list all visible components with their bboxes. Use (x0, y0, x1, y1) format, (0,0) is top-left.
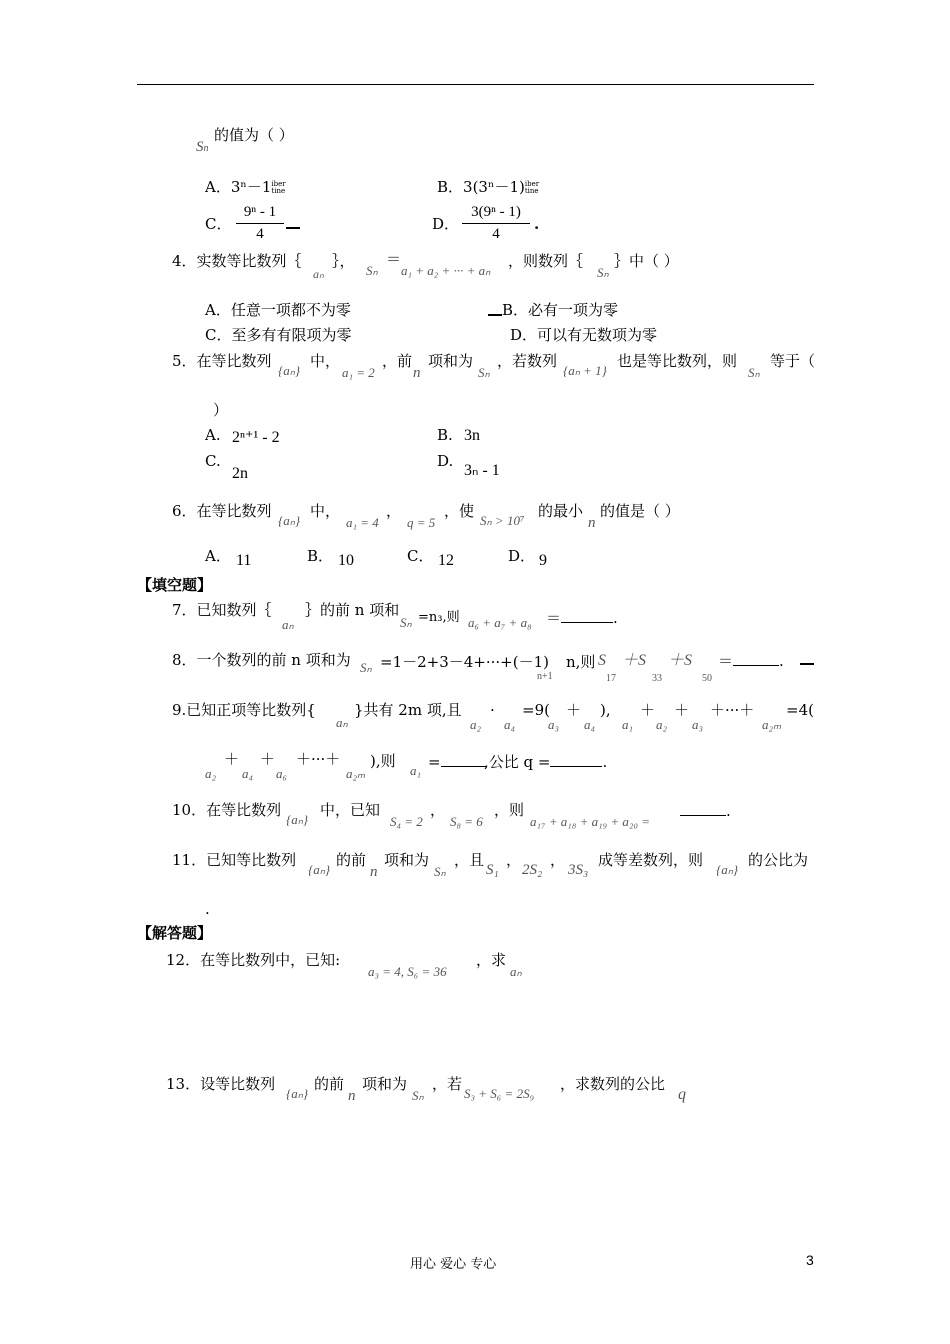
q4-mid2: ，则数列｛ (508, 252, 584, 270)
q5-close: ） (213, 401, 229, 419)
q6-seq: {aₙ} (278, 513, 301, 528)
q3-optC-label: C． (205, 215, 232, 233)
q4-optB: B．必有一项为零 (502, 301, 619, 319)
q11-end: . (205, 900, 210, 918)
q4-suffix: ｝中（ ） (614, 252, 679, 270)
q13-t3: ，若 (432, 1075, 463, 1093)
q6-q: q = 5 (407, 515, 436, 530)
q6-optA-label: A． (205, 547, 231, 565)
q8-s50: ＋S (668, 652, 693, 669)
q9-l2-a4: a₄ (242, 766, 254, 781)
q6-optC-val: 12 (438, 552, 454, 569)
q12-t1: ，求 (476, 951, 507, 969)
q9-l2-a1: a₁ (410, 763, 422, 778)
page-footer: 用心 爱心 专心 (410, 1257, 497, 1272)
q7-answer-blank[interactable] (561, 610, 613, 623)
q4-sn: Sₙ (366, 263, 378, 278)
q5-t1: 中， (310, 352, 341, 370)
q3-optD-label: D． (432, 215, 460, 233)
q3-optC-fraction: 9ⁿ - 1 4 (236, 204, 284, 243)
q12-an: aₙ (510, 964, 522, 979)
q9-a3: a₃ (548, 717, 560, 732)
q6-t4: 的最小 (538, 502, 584, 520)
q3-optB: B．3(3ⁿ－1)iber tine (437, 178, 540, 196)
q4-optC: C．至多有有限项为零 (205, 326, 352, 344)
q9-a4b: a₄ (584, 717, 596, 732)
q9-l2-p2: ＋ (260, 750, 276, 768)
q9-l2-a2m: a₂ₘ (346, 766, 366, 781)
q9-l2-t2: ,公比 q = . (484, 753, 608, 771)
q5-t2: ，前 (382, 352, 413, 370)
mark-dash (286, 227, 300, 229)
q4-optA: A．任意一项都不为零 (205, 301, 351, 319)
q11-sn: Sₙ (434, 864, 446, 879)
q6-n: n (588, 515, 596, 531)
q11-t5: 的公比为 (748, 851, 809, 869)
q4-sum: a₁ + a₂ + ··· + aₙ (401, 263, 491, 278)
q10-blank: . (680, 803, 731, 819)
q8-answer-blank[interactable] (733, 653, 779, 666)
q8-t1: n,则 (566, 653, 596, 671)
q12-cond: a₃ = 4, S₆ = 36 (368, 964, 447, 979)
q13-t2: 项和为 (362, 1075, 408, 1093)
q13-t1: 的前 (314, 1075, 345, 1093)
q8-s17: S (598, 652, 606, 669)
q7-sn: Sₙ (400, 615, 412, 630)
q6-optD-val: 9 (539, 552, 547, 569)
q5-a1: a₁ = 2 (342, 365, 375, 380)
q10-t2: ， (430, 801, 446, 819)
fill-section-heading: 【填空题】 (137, 576, 213, 594)
q11-t2: 项和为 (384, 851, 430, 869)
q7-prefix: 7．已知数列｛ (172, 601, 272, 619)
q4-prefix: 4．实数等比数列｛ (172, 252, 302, 270)
q8-sn: Sₙ (360, 660, 372, 675)
q8-sub17: 17 (606, 673, 616, 684)
q6-cond: Sₙ > 10⁷ (480, 513, 525, 528)
q9-a4: a₄ (504, 717, 516, 732)
q8-sub50: 50 (702, 673, 712, 684)
q5-seq2: {aₙ + 1} (563, 363, 607, 378)
q9-a2m: a₂ₘ (762, 717, 782, 732)
q6-t2: ， (386, 502, 402, 520)
q13-q: q (678, 1086, 686, 1103)
q5-optA-label: A. (205, 426, 221, 444)
q5-optC-label: C. (205, 452, 221, 470)
q13-seq: {aₙ} (286, 1086, 309, 1101)
q11-s1: S₁ (486, 862, 499, 878)
q9-t1: }共有 2m 项,且 (354, 701, 462, 719)
q3-optD-fraction: 3(9ⁿ - 1) 4 (462, 204, 530, 243)
q8-eq: ＝ . (718, 652, 784, 670)
q10-seq: {aₙ} (286, 812, 309, 827)
q7-t1: ｝的前 n 项和 (305, 601, 400, 619)
q9-q-answer-blank[interactable] (550, 754, 602, 767)
q11-prefix: 11．已知等比数列 (172, 851, 297, 869)
q4-optD: D．可以有无数项为零 (510, 326, 658, 344)
q5-optA-val: 2ⁿ⁺¹ - 2 (232, 429, 280, 446)
q9-a3b: a₃ (692, 717, 704, 732)
q10-t1: 中，已知 (320, 801, 381, 819)
q9-a2b: a₂ (656, 717, 668, 732)
q13-cond: S₃ + S₆ = 2S₉ (464, 1086, 535, 1101)
q11-n: n (370, 864, 378, 880)
q9-p2: ＋ (674, 701, 690, 719)
q4-eq: ＝ (386, 250, 402, 268)
q6-t3: ，使 (444, 502, 475, 520)
q9-l2-a2: a₂ (205, 766, 217, 781)
q11-t1: 的前 (336, 851, 367, 869)
mark-dash (800, 663, 814, 665)
q5-t5: 也是等比数列，则 (617, 352, 738, 370)
q9-t4: =4( (786, 701, 814, 719)
q8-text: 8．一个数列的前 n 项和为 (172, 651, 351, 669)
q9-p1: ＋ (640, 701, 656, 719)
q11-t3: ，且 (454, 851, 485, 869)
q9-dot: · (490, 701, 495, 719)
q5-optB-val: 3n (464, 427, 480, 444)
q10-expr: a₁₇ + a₁₈ + a₁₉ + a₂₀ = (530, 814, 650, 829)
q10-s8: S₈ = 6 (450, 814, 483, 829)
q6-prefix: 6．在等比数列 (172, 502, 272, 520)
header-rule (137, 84, 814, 85)
solve-section-heading: 【解答题】 (137, 924, 213, 942)
q9-a1: a₁ (622, 717, 634, 732)
q13-n: n (348, 1088, 356, 1104)
q9-l2-a6: a₆ (276, 766, 288, 781)
q6-optD-label: D． (508, 547, 536, 565)
q8-sub33: 33 (652, 673, 662, 684)
q9-l2-p1: ＋ (224, 750, 240, 768)
q10-s4: S₄ = 2 (390, 814, 423, 829)
q5-prefix: 5．在等比数列 (172, 352, 272, 370)
q3-stem: 的值为（ ） (214, 126, 294, 144)
q9-an: aₙ (336, 715, 348, 730)
q3-optD-dot: . (534, 215, 540, 233)
mark-dash (488, 314, 502, 316)
q9-t2: =9( (522, 701, 550, 719)
q13-prefix: 13．设等比数列 (166, 1075, 276, 1093)
q4-an: aₙ (313, 267, 324, 281)
q11-t4: 成等差数列，则 (598, 851, 704, 869)
q6-optB-val: 10 (338, 552, 354, 569)
q13-sn: Sₙ (412, 1088, 424, 1103)
q8-exp: n+1 (537, 671, 553, 682)
q5-optD-val: 3ₙ - 1 (464, 462, 500, 479)
q9-a2: a₂ (470, 717, 482, 732)
q9-a1-answer-blank[interactable] (441, 754, 487, 767)
q5-optC-val: 2n (232, 465, 248, 482)
q7-expr: a₆ + a₇ + a₈ (468, 615, 532, 630)
q5-seq: {aₙ} (278, 363, 301, 378)
q13-t4: ，求数列的公比 (560, 1075, 666, 1093)
q6-optB-label: B． (307, 547, 334, 565)
q5-optD-label: D. (437, 452, 454, 470)
q4-mid1: ｝， (332, 252, 355, 270)
q7-an: aₙ (282, 617, 294, 632)
q5-sn2: Sₙ (748, 365, 760, 380)
q9-l2-t1: ),则 (370, 752, 396, 770)
q11-comma: ， (506, 851, 522, 869)
q11-comma2: ， (550, 851, 566, 869)
q7-t2: =n₃,则 (418, 610, 460, 625)
q9-l2-eq: = (428, 754, 487, 770)
q4-sn2: Sₙ (597, 265, 609, 280)
q11-seq2: {aₙ} (716, 862, 739, 877)
q3-optA: A．3ⁿ－1iber tine (205, 178, 286, 196)
q9-prefix: 9.已知正项等比数列{ (172, 701, 316, 719)
q11-s2: 2S₂ (522, 862, 543, 878)
q10-prefix: 10．在等比数列 (172, 801, 282, 819)
q10-answer-blank[interactable] (680, 803, 726, 816)
q11-seq: {aₙ} (308, 862, 331, 877)
q5-optB-label: B. (437, 426, 453, 444)
q5-t6: 等于（ (770, 352, 816, 370)
q8-expr: =1－2+3－4+···+(－1) (380, 653, 549, 671)
q9-p3: ＋···＋ (710, 701, 755, 719)
q5-sn: Sₙ (478, 365, 490, 380)
q6-optC-label: C． (407, 547, 434, 565)
q8-s33: ＋S (622, 652, 647, 669)
q10-t3: ，则 (494, 801, 525, 819)
q6-a1: a₁ = 4 (346, 515, 379, 530)
q5-t3: 项和为 (428, 352, 474, 370)
q6-t1: 中， (310, 502, 341, 520)
q9-t3: ), (600, 701, 611, 719)
q5-n: n (413, 365, 421, 381)
q6-optA-val: 11 (236, 552, 252, 569)
q9-plus: ＋ (566, 701, 582, 719)
q5-t4: ，若数列 (497, 352, 558, 370)
q11-s3: 3S₃ (568, 862, 589, 878)
q6-t5: 的值是（ ） (600, 502, 680, 520)
page-number: 3 (806, 1252, 814, 1268)
q9-l2-p3: ＋···＋ (296, 750, 341, 768)
q7-t3: ＝ . (546, 609, 618, 627)
q3-sn: Sn (196, 139, 209, 155)
q12-prefix: 12．在等比数列中，已知: (166, 951, 341, 969)
